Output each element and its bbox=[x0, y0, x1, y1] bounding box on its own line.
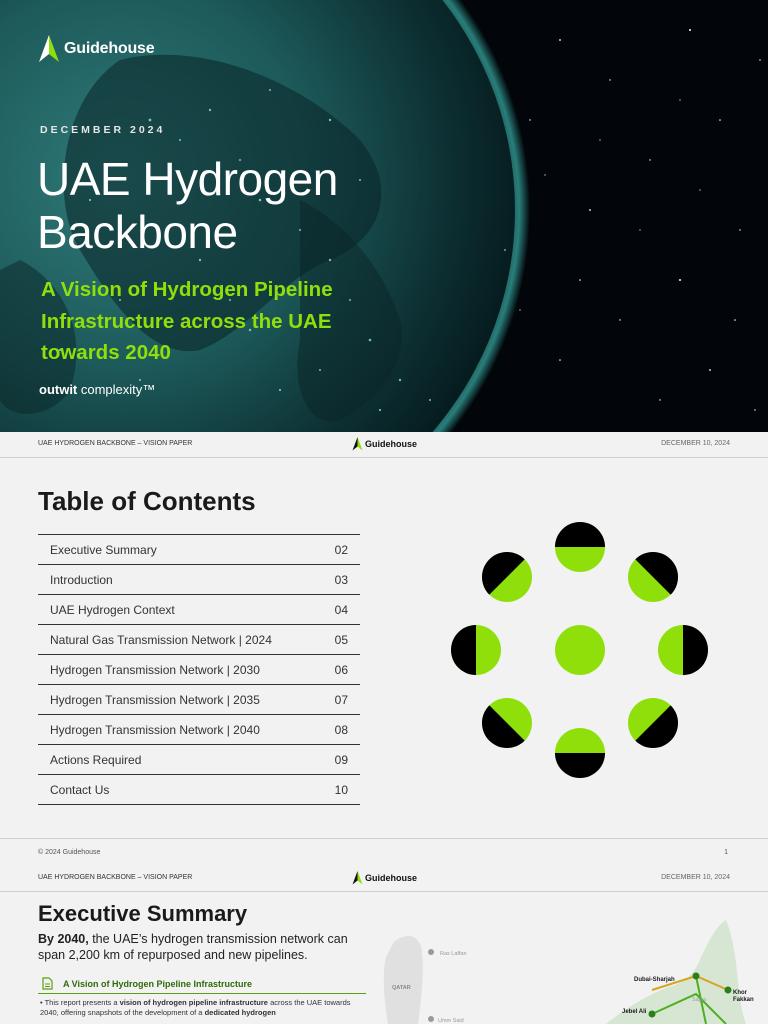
table-of-contents bbox=[38, 534, 360, 805]
guidehouse-mark-icon bbox=[352, 870, 363, 886]
header-logo bbox=[352, 870, 417, 886]
guidehouse-logo bbox=[38, 34, 154, 64]
guidehouse-mark-icon bbox=[352, 436, 363, 452]
bullet-text-c: across the UAE towards 2040, offering snapshots of the development of a bbox=[40, 998, 351, 1017]
header-date: DECEMBER 10, 2024 bbox=[661, 874, 730, 881]
toc-entry-page: 06 bbox=[334, 662, 348, 677]
label-jebel-ali: Jebel Ali bbox=[622, 1009, 647, 1015]
top-left-circle bbox=[477, 547, 537, 607]
toc-entry-label: UAE Hydrogen Context bbox=[50, 602, 175, 617]
toc-entry-label: Contact Us bbox=[50, 782, 110, 797]
node-umm-said bbox=[428, 1016, 434, 1022]
cover-title bbox=[37, 153, 457, 259]
pipeline-map bbox=[376, 912, 768, 1024]
bullet-text-a: This report presents a bbox=[44, 998, 120, 1007]
header-doc-title: UAE HYDROGEN BACKBONE – VISION PAPER bbox=[38, 874, 193, 881]
toc-entry-label: Executive Summary bbox=[50, 542, 157, 557]
node-ras-laffan bbox=[428, 949, 434, 955]
header-brand-name: Guidehouse bbox=[365, 873, 418, 883]
top-circle bbox=[550, 520, 610, 580]
toc-entry-page: 08 bbox=[334, 722, 348, 737]
node-jebel-ali bbox=[649, 1011, 656, 1018]
toc-entry-page: 04 bbox=[334, 602, 348, 617]
toc-title: Table of Contents bbox=[38, 486, 256, 516]
cover-date: DECEMBER 2024 bbox=[40, 124, 166, 136]
toc-entry-label: Hydrogen Transmission Network | 2040 bbox=[50, 722, 260, 737]
toc-entry-label: Hydrogen Transmission Network | 2035 bbox=[50, 692, 260, 707]
tagline-rest: complexity™ bbox=[77, 382, 156, 397]
section-heading-text: A Vision of Hydrogen Pipeline Infrastructure bbox=[63, 978, 253, 989]
toc-entry[interactable] bbox=[38, 535, 360, 565]
top-right-circle bbox=[623, 547, 683, 607]
bullet-text-d: dedicated hydrogen bbox=[204, 1008, 276, 1017]
node-khor-fakkan bbox=[725, 987, 732, 994]
decorative-moon-phase-circles bbox=[440, 510, 720, 790]
toc-entry[interactable] bbox=[38, 625, 360, 655]
toc-entry-page: 07 bbox=[334, 692, 348, 707]
toc-entry-page: 03 bbox=[334, 572, 348, 587]
bottom-circle bbox=[550, 723, 610, 783]
cover-subtitle-line-2: Infrastructure across the UAE bbox=[41, 309, 332, 333]
center-circle bbox=[555, 625, 605, 675]
cover-title-line-1: UAE Hydrogen bbox=[37, 153, 338, 205]
header-brand-name: Guidehouse bbox=[365, 439, 418, 449]
toc-entry-label: Introduction bbox=[50, 572, 113, 587]
toc-entry-page: 05 bbox=[334, 632, 348, 647]
node-dubai-sharjah bbox=[693, 973, 700, 980]
toc-entry[interactable] bbox=[38, 685, 360, 715]
toc-entry-page: 02 bbox=[334, 542, 348, 557]
guidehouse-mark-icon bbox=[38, 34, 60, 64]
cover-subtitle-line-1: A Vision of Hydrogen Pipeline bbox=[41, 278, 333, 301]
page-2-header bbox=[0, 866, 768, 892]
brand-name: Guidehouse bbox=[64, 40, 155, 57]
label-qatar: QATAR bbox=[392, 985, 411, 991]
lead-emphasis: By 2040, bbox=[38, 932, 89, 946]
toc-entry[interactable] bbox=[38, 595, 360, 625]
brand-tagline bbox=[39, 382, 155, 397]
bottom-left-circle bbox=[477, 693, 537, 753]
toc-entry[interactable] bbox=[38, 745, 360, 775]
label-umm-said: Umm Said bbox=[438, 1018, 464, 1024]
toc-entry[interactable] bbox=[38, 715, 360, 745]
toc-entry-label: Actions Required bbox=[50, 752, 142, 767]
right-circle bbox=[653, 620, 713, 680]
footer-copyright: © 2024 Guidehouse bbox=[38, 849, 101, 856]
section-heading-box bbox=[38, 974, 366, 994]
toc-entry[interactable] bbox=[38, 565, 360, 595]
cover-subtitle-line-3: towards 2040 bbox=[41, 341, 171, 364]
document-icon bbox=[42, 977, 53, 990]
lead-text: the UAE’s hydrogen transmission network can span 2,200 km of repurposed and new pipelines. bbox=[38, 932, 348, 962]
header-date: DECEMBER 10, 2024 bbox=[661, 440, 730, 447]
cover-page bbox=[0, 0, 768, 432]
toc-entry-label: Hydrogen Transmission Network | 2030 bbox=[50, 662, 260, 677]
label-khor: Khor bbox=[733, 990, 747, 996]
tagline-bold: outwit bbox=[39, 382, 78, 397]
left-circle bbox=[446, 620, 506, 680]
label-ras-laffan: Ras Laffan bbox=[440, 951, 467, 957]
toc-entry[interactable] bbox=[38, 775, 360, 805]
label-sajaa: Sajaa bbox=[692, 997, 707, 1003]
label-fakkan: Fakkan bbox=[733, 997, 754, 1003]
cover-title-line-2: Backbone bbox=[37, 206, 238, 258]
executive-summary-title: Executive Summary bbox=[38, 901, 248, 926]
toc-entry-page: 09 bbox=[334, 752, 348, 767]
toc-entry[interactable] bbox=[38, 655, 360, 685]
bullet-text-b: vision of hydrogen pipeline infrastructure bbox=[119, 998, 268, 1007]
cover-subtitle bbox=[41, 274, 421, 369]
footer-page-number: 1 bbox=[724, 849, 728, 856]
page-1-header bbox=[0, 432, 768, 458]
header-logo bbox=[352, 436, 417, 452]
executive-summary-lead bbox=[38, 931, 358, 963]
toc-entry-label: Natural Gas Transmission Network | 2024 bbox=[50, 632, 272, 647]
label-dubai-sharjah: Dubai-Sharjah bbox=[634, 977, 675, 983]
bottom-right-circle bbox=[623, 693, 683, 753]
page-1-footer bbox=[0, 838, 768, 864]
qatar-landmass bbox=[384, 936, 423, 1024]
header-doc-title: UAE HYDROGEN BACKBONE – VISION PAPER bbox=[38, 440, 193, 447]
summary-bullet: • This report presents a vision of hydrogen pipeline infrastructure across the UAE towards 2040, offering snapshots of the development of a dedicated hydrogen bbox=[40, 998, 351, 1017]
toc-entry-page: 10 bbox=[334, 782, 348, 797]
